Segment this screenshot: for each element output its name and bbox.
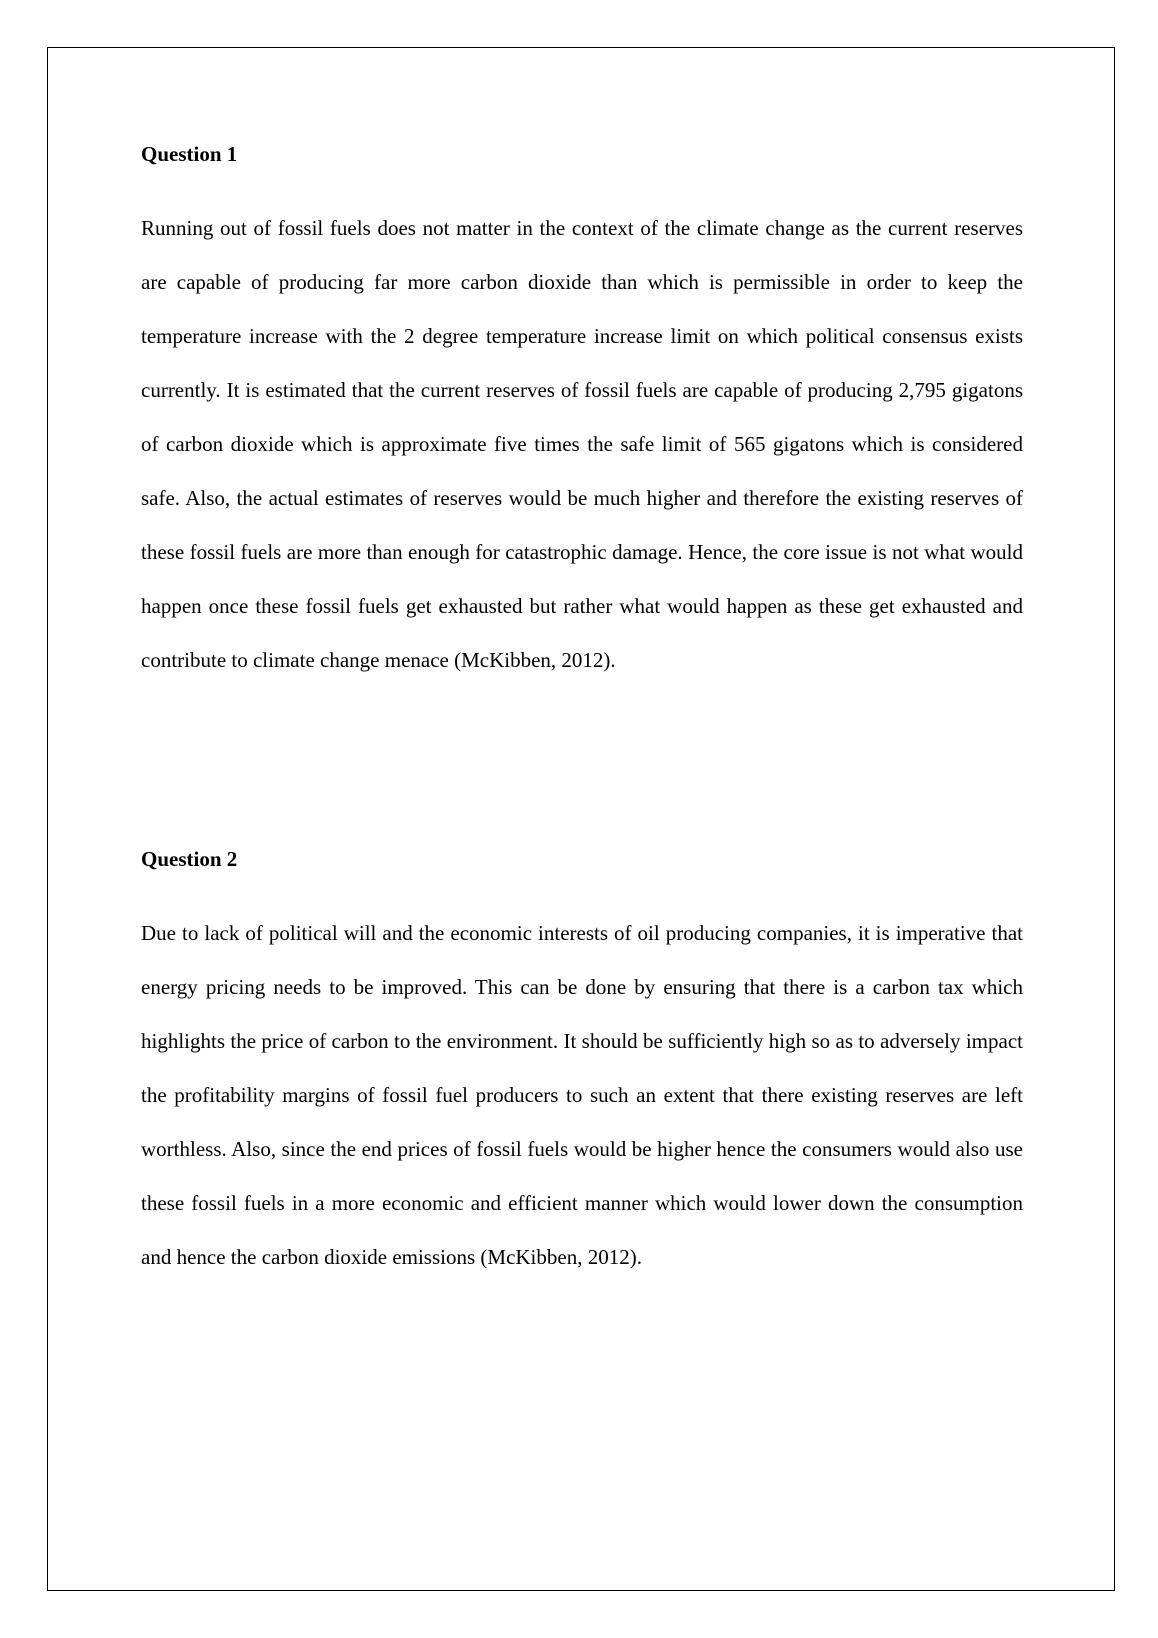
question-2-heading: Question 2 — [141, 847, 238, 871]
question-1-heading: Question 1 — [141, 142, 238, 166]
question-2-paragraph: Due to lack of political will and the economic interests of oil producing companies, it is imperative that energy pricing needs to be improved. This can be done by ensuring that there is a carbon tax which highlights the price of carbon to the environment. It should be sufficiently high so as to adversely impact the profitability margins of fossil fuel producers to such an extent that there existing reserves are left worthless. Also, since the end prices of fossil fuels would be higher hence the consumers would also use these fossil fuels in a more economic and efficient manner which would lower down the consumption and hence the carbon dioxide emissions (McKibben, 2012). — [141, 921, 1023, 1269]
question-1-paragraph: Running out of fossil fuels does not matter in the context of the climate change as the current reserves are capable of producing far more carbon dioxide than which is permissible in order to keep the temperature increase with the 2 degree temperature increase limit on which political consensus exists currently. It is estimated that the current reserves of fossil fuels are capable of producing 2,795 gigatons of carbon dioxide which is approximate five times the safe limit of 565 gigatons which is considered safe. Also, the actual estimates of reserves would be much higher and therefore the existing reserves of these fossil fuels are more than enough for catastrophic damage. Hence, the core issue is not what would happen once these fossil fuels get exhausted but rather what would happen as these get exhausted and contribute to climate change menace (McKibben, 2012). — [141, 216, 1023, 672]
